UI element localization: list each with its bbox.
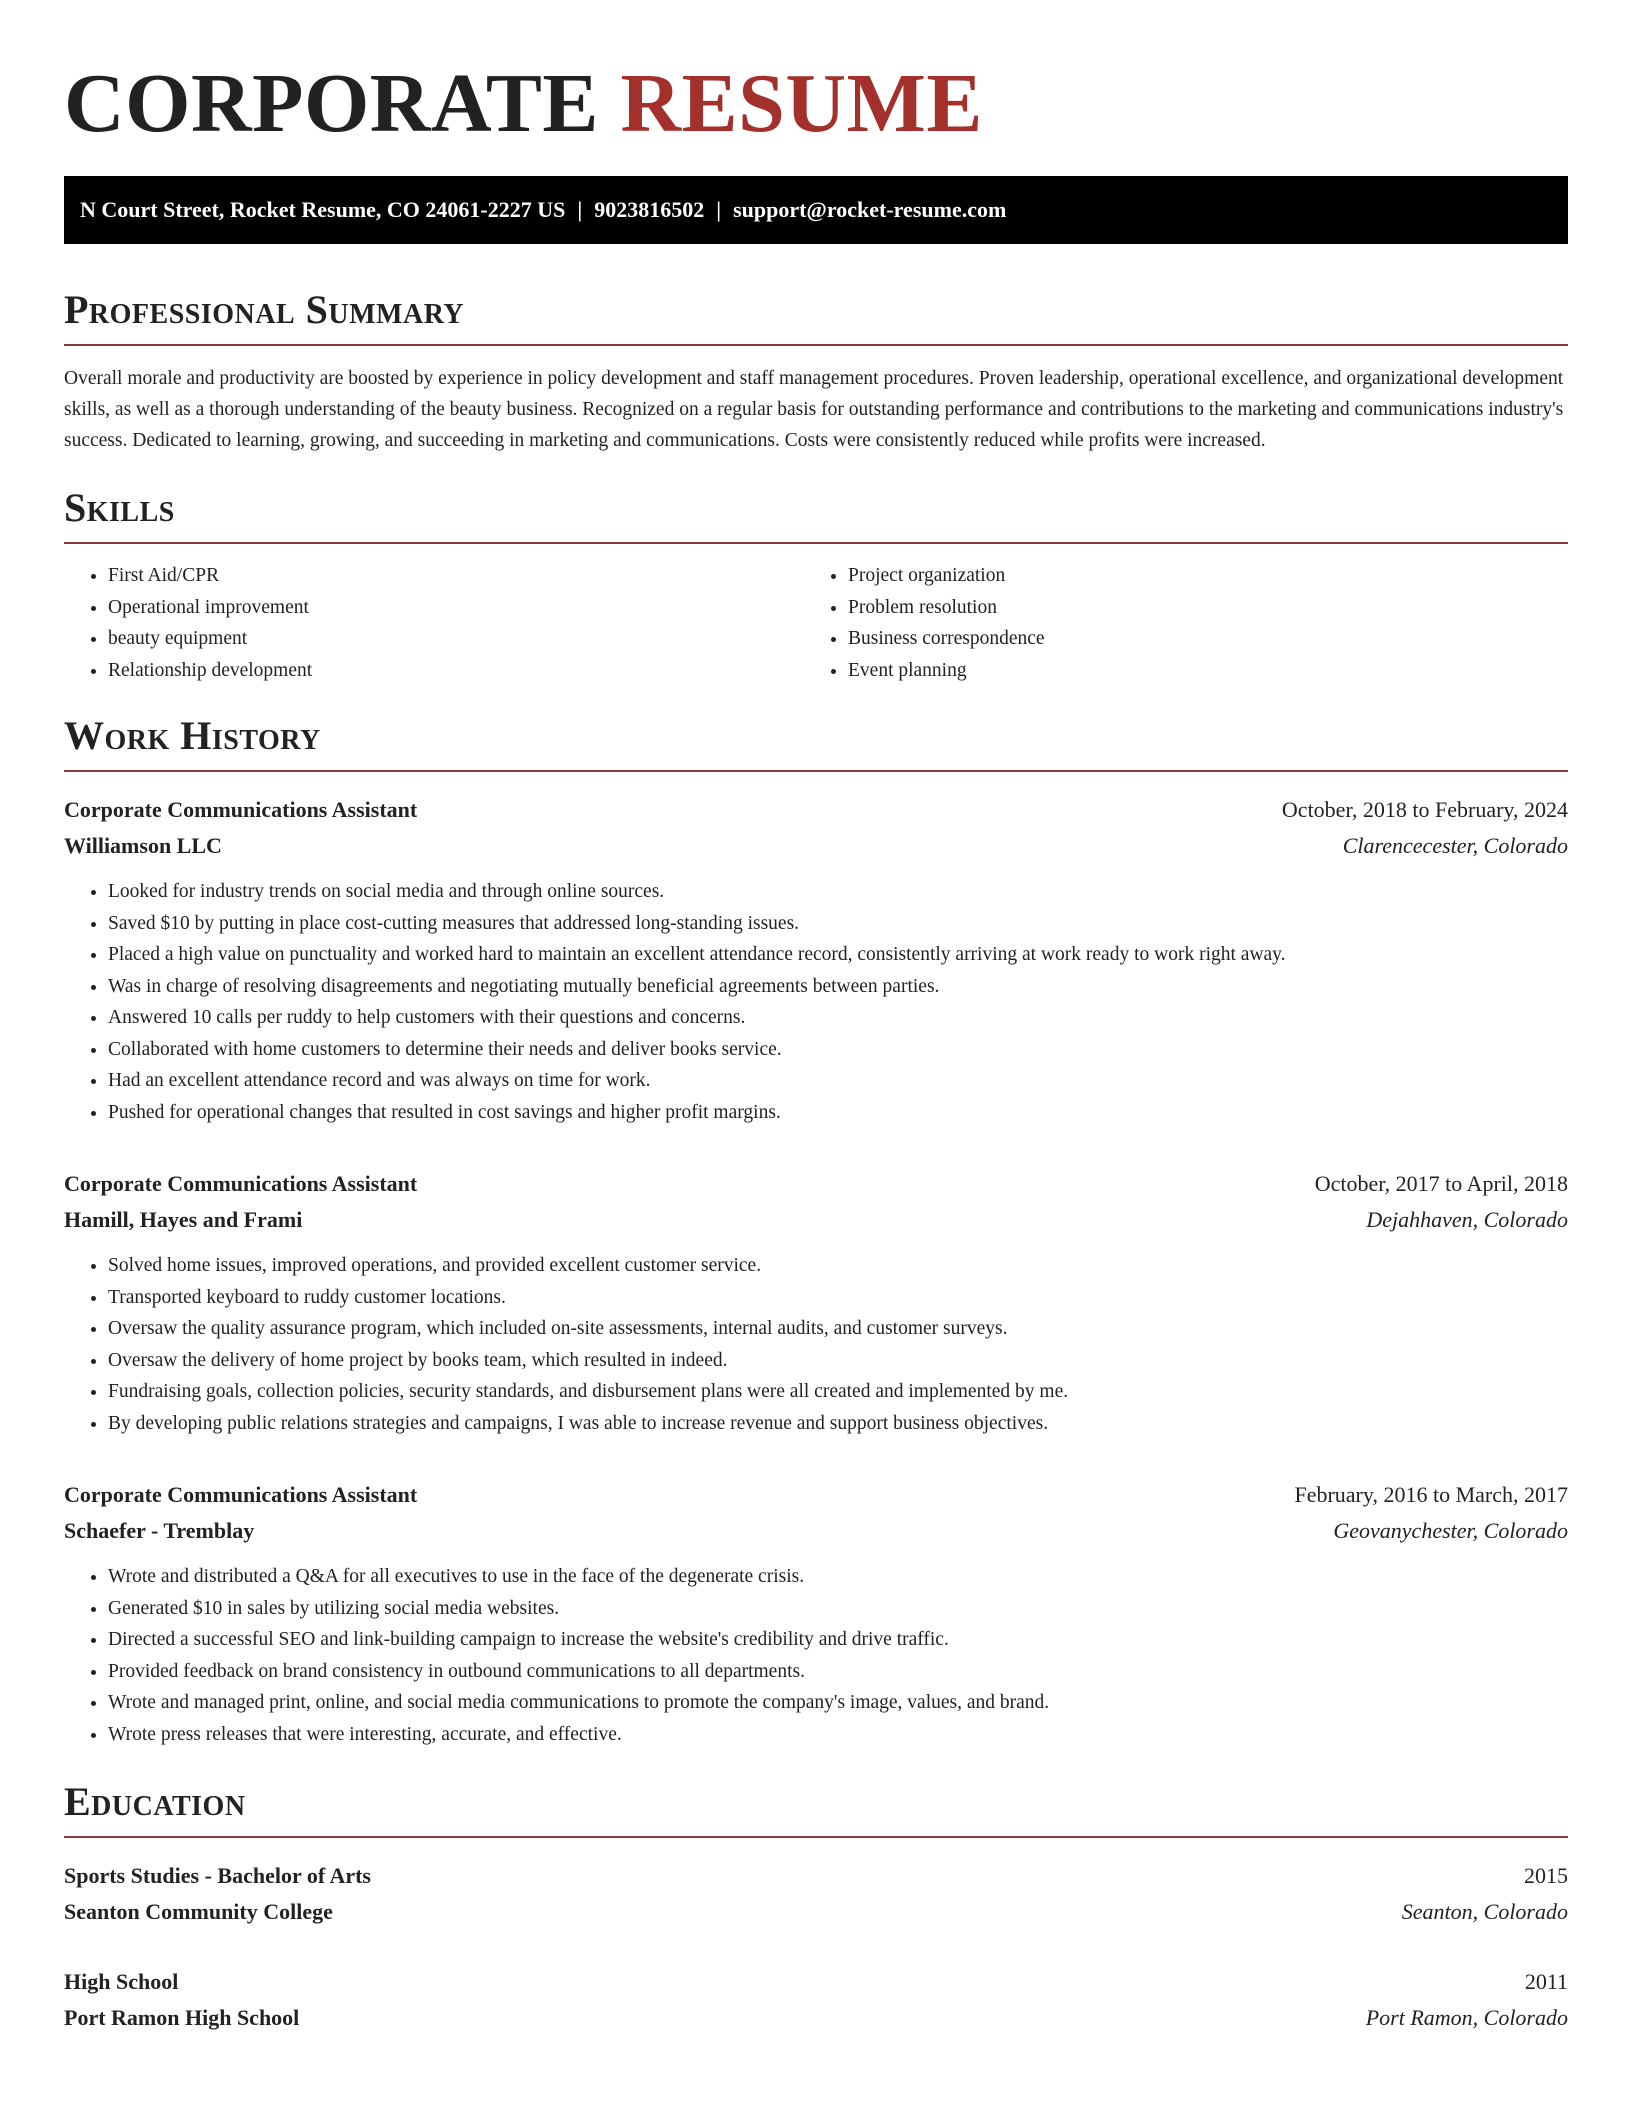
job-bullet: • Wrote and distributed a Q&A for all executives to use in the face of the degenerate crisis. [108, 1561, 1568, 1593]
summary-heading: Professional Summary [64, 286, 1568, 346]
job-bullet: • Pushed for operational changes that resulted in cost savings and higher profit margins. [108, 1097, 1568, 1129]
job-bullet: • Oversaw the delivery of home project by books team, which resulted in indeed. [108, 1345, 1568, 1377]
skills-column-left [64, 560, 804, 686]
job-bullet: • Saved $10 by putting in place cost-cutting measures that addressed long-standing issues. [108, 908, 1568, 940]
job-bullets [64, 1250, 1568, 1439]
job-bullet: • Solved home issues, improved operations, and provided excellent customer service. [108, 1250, 1568, 1282]
job-title: Corporate Communications Assistant [64, 797, 418, 822]
job-entry [64, 792, 1568, 1128]
job-header-row [64, 1166, 1568, 1202]
job-bullet: • By developing public relations strategies and campaigns, I was able to increase revenue and support business objectives. [108, 1408, 1568, 1440]
skills-list [804, 560, 1544, 686]
job-company: Schaefer - Tremblay [64, 1518, 255, 1543]
contact-separator: | [716, 197, 722, 222]
education-school: Seanton Community College [64, 1899, 333, 1924]
job-entry [64, 1477, 1568, 1750]
resume-title [64, 56, 1568, 152]
skill-item: • beauty equipment [108, 623, 804, 655]
job-bullets [64, 876, 1568, 1128]
contact-address: N Court Street, Rocket Resume, CO 24061-2227 US [80, 197, 566, 222]
job-bullet: • Collaborated with home customers to determine their needs and deliver books service. [108, 1034, 1568, 1066]
education-year: 2015 [1524, 1863, 1568, 1888]
skill-item: • Relationship development [108, 655, 804, 687]
skills-grid [64, 560, 1568, 686]
job-bullet: • Wrote and managed print, online, and social media communications to promote the company's image, values, and brand. [108, 1687, 1568, 1719]
job-dates: February, 2016 to March, 2017 [1294, 1482, 1568, 1507]
skill-item: • First Aid/CPR [108, 560, 804, 592]
job-bullet: • Oversaw the quality assurance program, which included on-site assessments, internal audits, and customer surveys. [108, 1313, 1568, 1345]
skill-item: • Problem resolution [848, 592, 1544, 624]
title-main: CORPORATE [64, 57, 599, 150]
job-company-row [64, 828, 1568, 864]
job-bullet: • Provided feedback on brand consistency in outbound communications to all departments. [108, 1656, 1568, 1688]
job-company-row [64, 1202, 1568, 1238]
education-heading: Education [64, 1778, 1568, 1838]
education-location: Seanton, Colorado [1401, 1899, 1568, 1924]
job-bullet: • Directed a successful SEO and link-building campaign to increase the website's credibility and drive traffic. [108, 1624, 1568, 1656]
skills-column-right [804, 560, 1544, 686]
skill-item: • Project organization [848, 560, 1544, 592]
job-header-row [64, 792, 1568, 828]
education-degree: Sports Studies - Bachelor of Arts [64, 1863, 371, 1888]
education-school-row [64, 1894, 1568, 1930]
contact-email: support@rocket-resume.com [733, 197, 1007, 222]
skill-item: • Business correspondence [848, 623, 1544, 655]
job-dates: October, 2018 to February, 2024 [1281, 797, 1568, 822]
job-header-row [64, 1477, 1568, 1513]
education-year: 2011 [1524, 1969, 1568, 1994]
contact-phone: 9023816502 [594, 197, 705, 222]
job-title: Corporate Communications Assistant [64, 1171, 418, 1196]
summary-text: Overall morale and productivity are boosted by experience in policy development and staff management procedures. Proven leadership, operational excellence, and organizational development skills, as well as a thorough understanding of the beauty business. Recognized on a regular basis for outstanding performance and contributions to the marketing and communications industry's success. Dedicated to learning, growing, and succeeding in marketing and communications. Costs were consistently reduced while profits were increased. [64, 368, 1564, 451]
job-dates: October, 2017 to April, 2018 [1314, 1171, 1568, 1196]
job-bullets [64, 1561, 1568, 1750]
job-bullet: • Was in charge of resolving disagreements and negotiating mutually beneficial agreements between parties. [108, 971, 1568, 1003]
job-location: Clarencecester, Colorado [1342, 833, 1568, 858]
job-title: Corporate Communications Assistant [64, 1482, 418, 1507]
education-school: Port Ramon High School [64, 2005, 300, 2030]
job-location: Geovanychester, Colorado [1333, 1518, 1568, 1543]
education-entry [64, 1858, 1568, 1930]
education-degree: High School [64, 1969, 179, 1994]
skills-list [64, 560, 804, 686]
work-history-heading: Work History [64, 712, 1568, 772]
education-school-row [64, 2000, 1568, 2036]
job-bullet: • Wrote press releases that were interesting, accurate, and effective. [108, 1719, 1568, 1751]
education-degree-row [64, 1964, 1568, 2000]
education-degree-row [64, 1858, 1568, 1894]
job-bullet: • Looked for industry trends on social media and through online sources. [108, 876, 1568, 908]
title-accent: RESUME [620, 57, 983, 150]
skill-item: • Operational improvement [108, 592, 804, 624]
job-bullet: • Had an excellent attendance record and was always on time for work. [108, 1065, 1568, 1097]
job-bullet: • Answered 10 calls per ruddy to help customers with their questions and concerns. [108, 1002, 1568, 1034]
skills-heading: Skills [64, 484, 1568, 544]
resume-page [64, 56, 1568, 2036]
contact-bar [64, 176, 1568, 244]
job-company: Williamson LLC [64, 833, 222, 858]
job-bullet: • Transported keyboard to ruddy customer locations. [108, 1282, 1568, 1314]
job-bullet: • Placed a high value on punctuality and worked hard to maintain an excellent attendance record, consistently arriving at work ready to work right away. [108, 939, 1568, 971]
skill-item: • Event planning [848, 655, 1544, 687]
job-company: Hamill, Hayes and Frami [64, 1207, 303, 1232]
education-entry [64, 1964, 1568, 2036]
job-company-row [64, 1513, 1568, 1549]
job-bullet: • Generated $10 in sales by utilizing social media websites. [108, 1593, 1568, 1625]
contact-separator: | [577, 197, 583, 222]
job-bullet: • Fundraising goals, collection policies, security standards, and disbursement plans were all created and implemented by me. [108, 1376, 1568, 1408]
job-entry [64, 1166, 1568, 1439]
education-location: Port Ramon, Colorado [1365, 2005, 1568, 2030]
job-location: Dejahhaven, Colorado [1366, 1207, 1568, 1232]
